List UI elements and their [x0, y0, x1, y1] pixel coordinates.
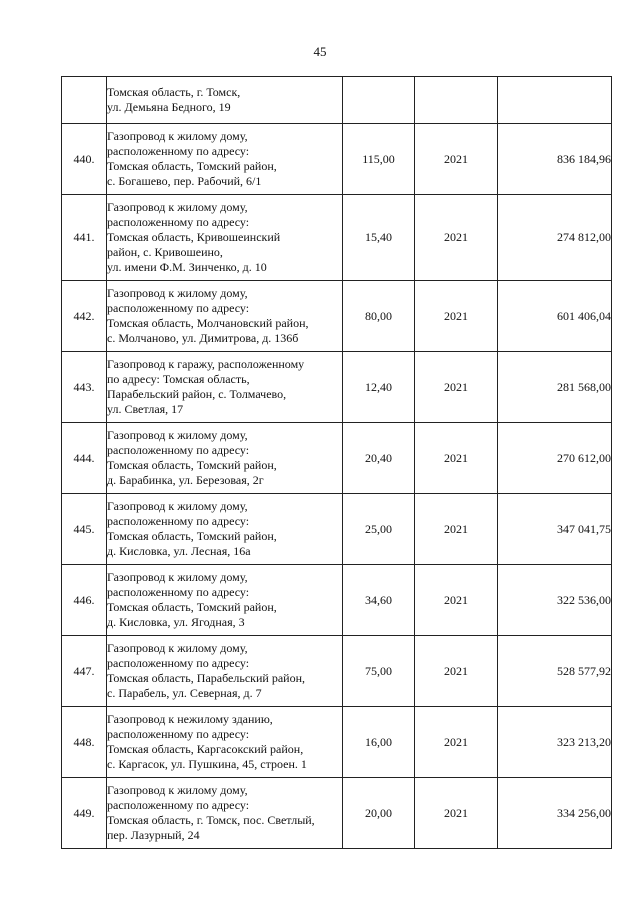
description-line: Газопровод к жилому дому,	[107, 200, 248, 214]
description-line: Томская область, Кривошеинский	[107, 230, 281, 244]
object-description	[107, 494, 343, 565]
description-line: с. Молчаново, ул. Димитрова, д. 136б	[107, 331, 299, 345]
description-line: Газопровод к жилому дому,	[107, 641, 248, 655]
description-line: Томская область, Томский район,	[107, 529, 277, 543]
row-number: 449.	[62, 778, 107, 849]
description-line: Газопровод к жилому дому,	[107, 428, 248, 442]
row-number: 447.	[62, 636, 107, 707]
table-row	[62, 636, 612, 707]
row-number: 442.	[62, 281, 107, 352]
commissioning-year: 2021	[415, 636, 498, 707]
description-line: с. Каргасок, ул. Пушкина, 45, строен. 1	[107, 757, 307, 771]
description-line: Томская область, г. Томск,	[107, 85, 241, 99]
table-row-continuation	[62, 77, 612, 124]
pipeline-length: 25,00	[343, 494, 415, 565]
description-line: Томская область, Парабельский район,	[107, 671, 305, 685]
object-description	[107, 77, 343, 124]
row-number: 440.	[62, 124, 107, 195]
table-row	[62, 423, 612, 494]
description-line: Томская область, Томский район,	[107, 458, 277, 472]
pipeline-length: 20,40	[343, 423, 415, 494]
description-line: Газопровод к жилому дому,	[107, 570, 248, 584]
description-line: д. Кисловка, ул. Ягодная, 3	[107, 615, 245, 629]
row-number: 446.	[62, 565, 107, 636]
description-line: Газопровод к нежилому зданию,	[107, 712, 273, 726]
description-line: Томская область, Томский район,	[107, 159, 277, 173]
object-description	[107, 281, 343, 352]
cost-value: 323 213,20	[498, 707, 612, 778]
cost-value: 528 577,92	[498, 636, 612, 707]
object-description	[107, 707, 343, 778]
description-line: пер. Лазурный, 24	[107, 828, 200, 842]
object-description	[107, 352, 343, 423]
commissioning-year: 2021	[415, 281, 498, 352]
description-line: Парабельский район, с. Толмачево,	[107, 387, 287, 401]
commissioning-year: 2021	[415, 565, 498, 636]
description-line: Газопровод к гаражу, расположенному	[107, 357, 305, 371]
object-description	[107, 124, 343, 195]
commissioning-year	[415, 77, 498, 124]
description-line: район, с. Кривошеино,	[107, 245, 223, 259]
commissioning-year: 2021	[415, 195, 498, 281]
cost-value: 836 184,96	[498, 124, 612, 195]
description-line: расположенному по адресу:	[107, 727, 250, 741]
description-line: Томская область, Молчановский район,	[107, 316, 309, 330]
description-line: расположенному по адресу:	[107, 443, 250, 457]
object-description	[107, 778, 343, 849]
description-line: расположенному по адресу:	[107, 144, 250, 158]
row-number	[62, 77, 107, 124]
description-line: Томская область, Каргасокский район,	[107, 742, 304, 756]
row-number: 445.	[62, 494, 107, 565]
cost-value: 281 568,00	[498, 352, 612, 423]
row-number: 444.	[62, 423, 107, 494]
pipeline-length: 115,00	[343, 124, 415, 195]
description-line: Газопровод к жилому дому,	[107, 286, 248, 300]
commissioning-year: 2021	[415, 707, 498, 778]
description-line: Газопровод к жилому дому,	[107, 129, 248, 143]
description-line: ул. Светлая, 17	[107, 402, 184, 416]
object-description	[107, 636, 343, 707]
description-line: расположенному по адресу:	[107, 514, 250, 528]
cost-value	[498, 77, 612, 124]
cost-value: 347 041,75	[498, 494, 612, 565]
cost-value: 601 406,04	[498, 281, 612, 352]
page-number: 45	[313, 44, 327, 59]
object-description	[107, 423, 343, 494]
table-row	[62, 352, 612, 423]
description-line: д. Барабинка, ул. Березовая, 2г	[107, 473, 264, 487]
description-line: с. Богашево, пер. Рабочий, 6/1	[107, 174, 262, 188]
row-number: 441.	[62, 195, 107, 281]
table-row	[62, 494, 612, 565]
pipeline-length: 75,00	[343, 636, 415, 707]
description-line: Газопровод к жилому дому,	[107, 783, 248, 797]
pipeline-length: 15,40	[343, 195, 415, 281]
table-row	[62, 281, 612, 352]
row-number: 448.	[62, 707, 107, 778]
description-line: расположенному по адресу:	[107, 215, 250, 229]
table-row	[62, 778, 612, 849]
commissioning-year: 2021	[415, 494, 498, 565]
cost-value: 270 612,00	[498, 423, 612, 494]
description-line: с. Парабель, ул. Северная, д. 7	[107, 686, 262, 700]
cost-value: 274 812,00	[498, 195, 612, 281]
description-line: расположенному по адресу:	[107, 585, 250, 599]
description-line: ул. имени Ф.М. Зинченко, д. 10	[107, 260, 267, 274]
objects-table	[61, 76, 612, 849]
cost-value: 322 536,00	[498, 565, 612, 636]
description-line: Газопровод к жилому дому,	[107, 499, 248, 513]
pipeline-length: 20,00	[343, 778, 415, 849]
commissioning-year: 2021	[415, 352, 498, 423]
description-line: расположенному по адресу:	[107, 798, 250, 812]
table-row	[62, 195, 612, 281]
description-line: Томская область, Томский район,	[107, 600, 277, 614]
object-description	[107, 195, 343, 281]
description-line: расположенному по адресу:	[107, 656, 250, 670]
table-row	[62, 707, 612, 778]
description-line: ул. Демьяна Бедного, 19	[107, 100, 231, 114]
object-description	[107, 565, 343, 636]
table-row	[62, 124, 612, 195]
description-line: расположенному по адресу:	[107, 301, 250, 315]
pipeline-length: 80,00	[343, 281, 415, 352]
table-row	[62, 565, 612, 636]
description-line: по адресу: Томская область,	[107, 372, 250, 386]
pipeline-length: 34,60	[343, 565, 415, 636]
pipeline-length: 12,40	[343, 352, 415, 423]
commissioning-year: 2021	[415, 124, 498, 195]
commissioning-year: 2021	[415, 778, 498, 849]
table-body	[62, 77, 612, 849]
commissioning-year: 2021	[415, 423, 498, 494]
cost-value: 334 256,00	[498, 778, 612, 849]
row-number: 443.	[62, 352, 107, 423]
description-line: Томская область, г. Томск, пос. Светлый,	[107, 813, 315, 827]
pipeline-length: 16,00	[343, 707, 415, 778]
description-line: д. Кисловка, ул. Лесная, 16а	[107, 544, 251, 558]
pipeline-length	[343, 77, 415, 124]
